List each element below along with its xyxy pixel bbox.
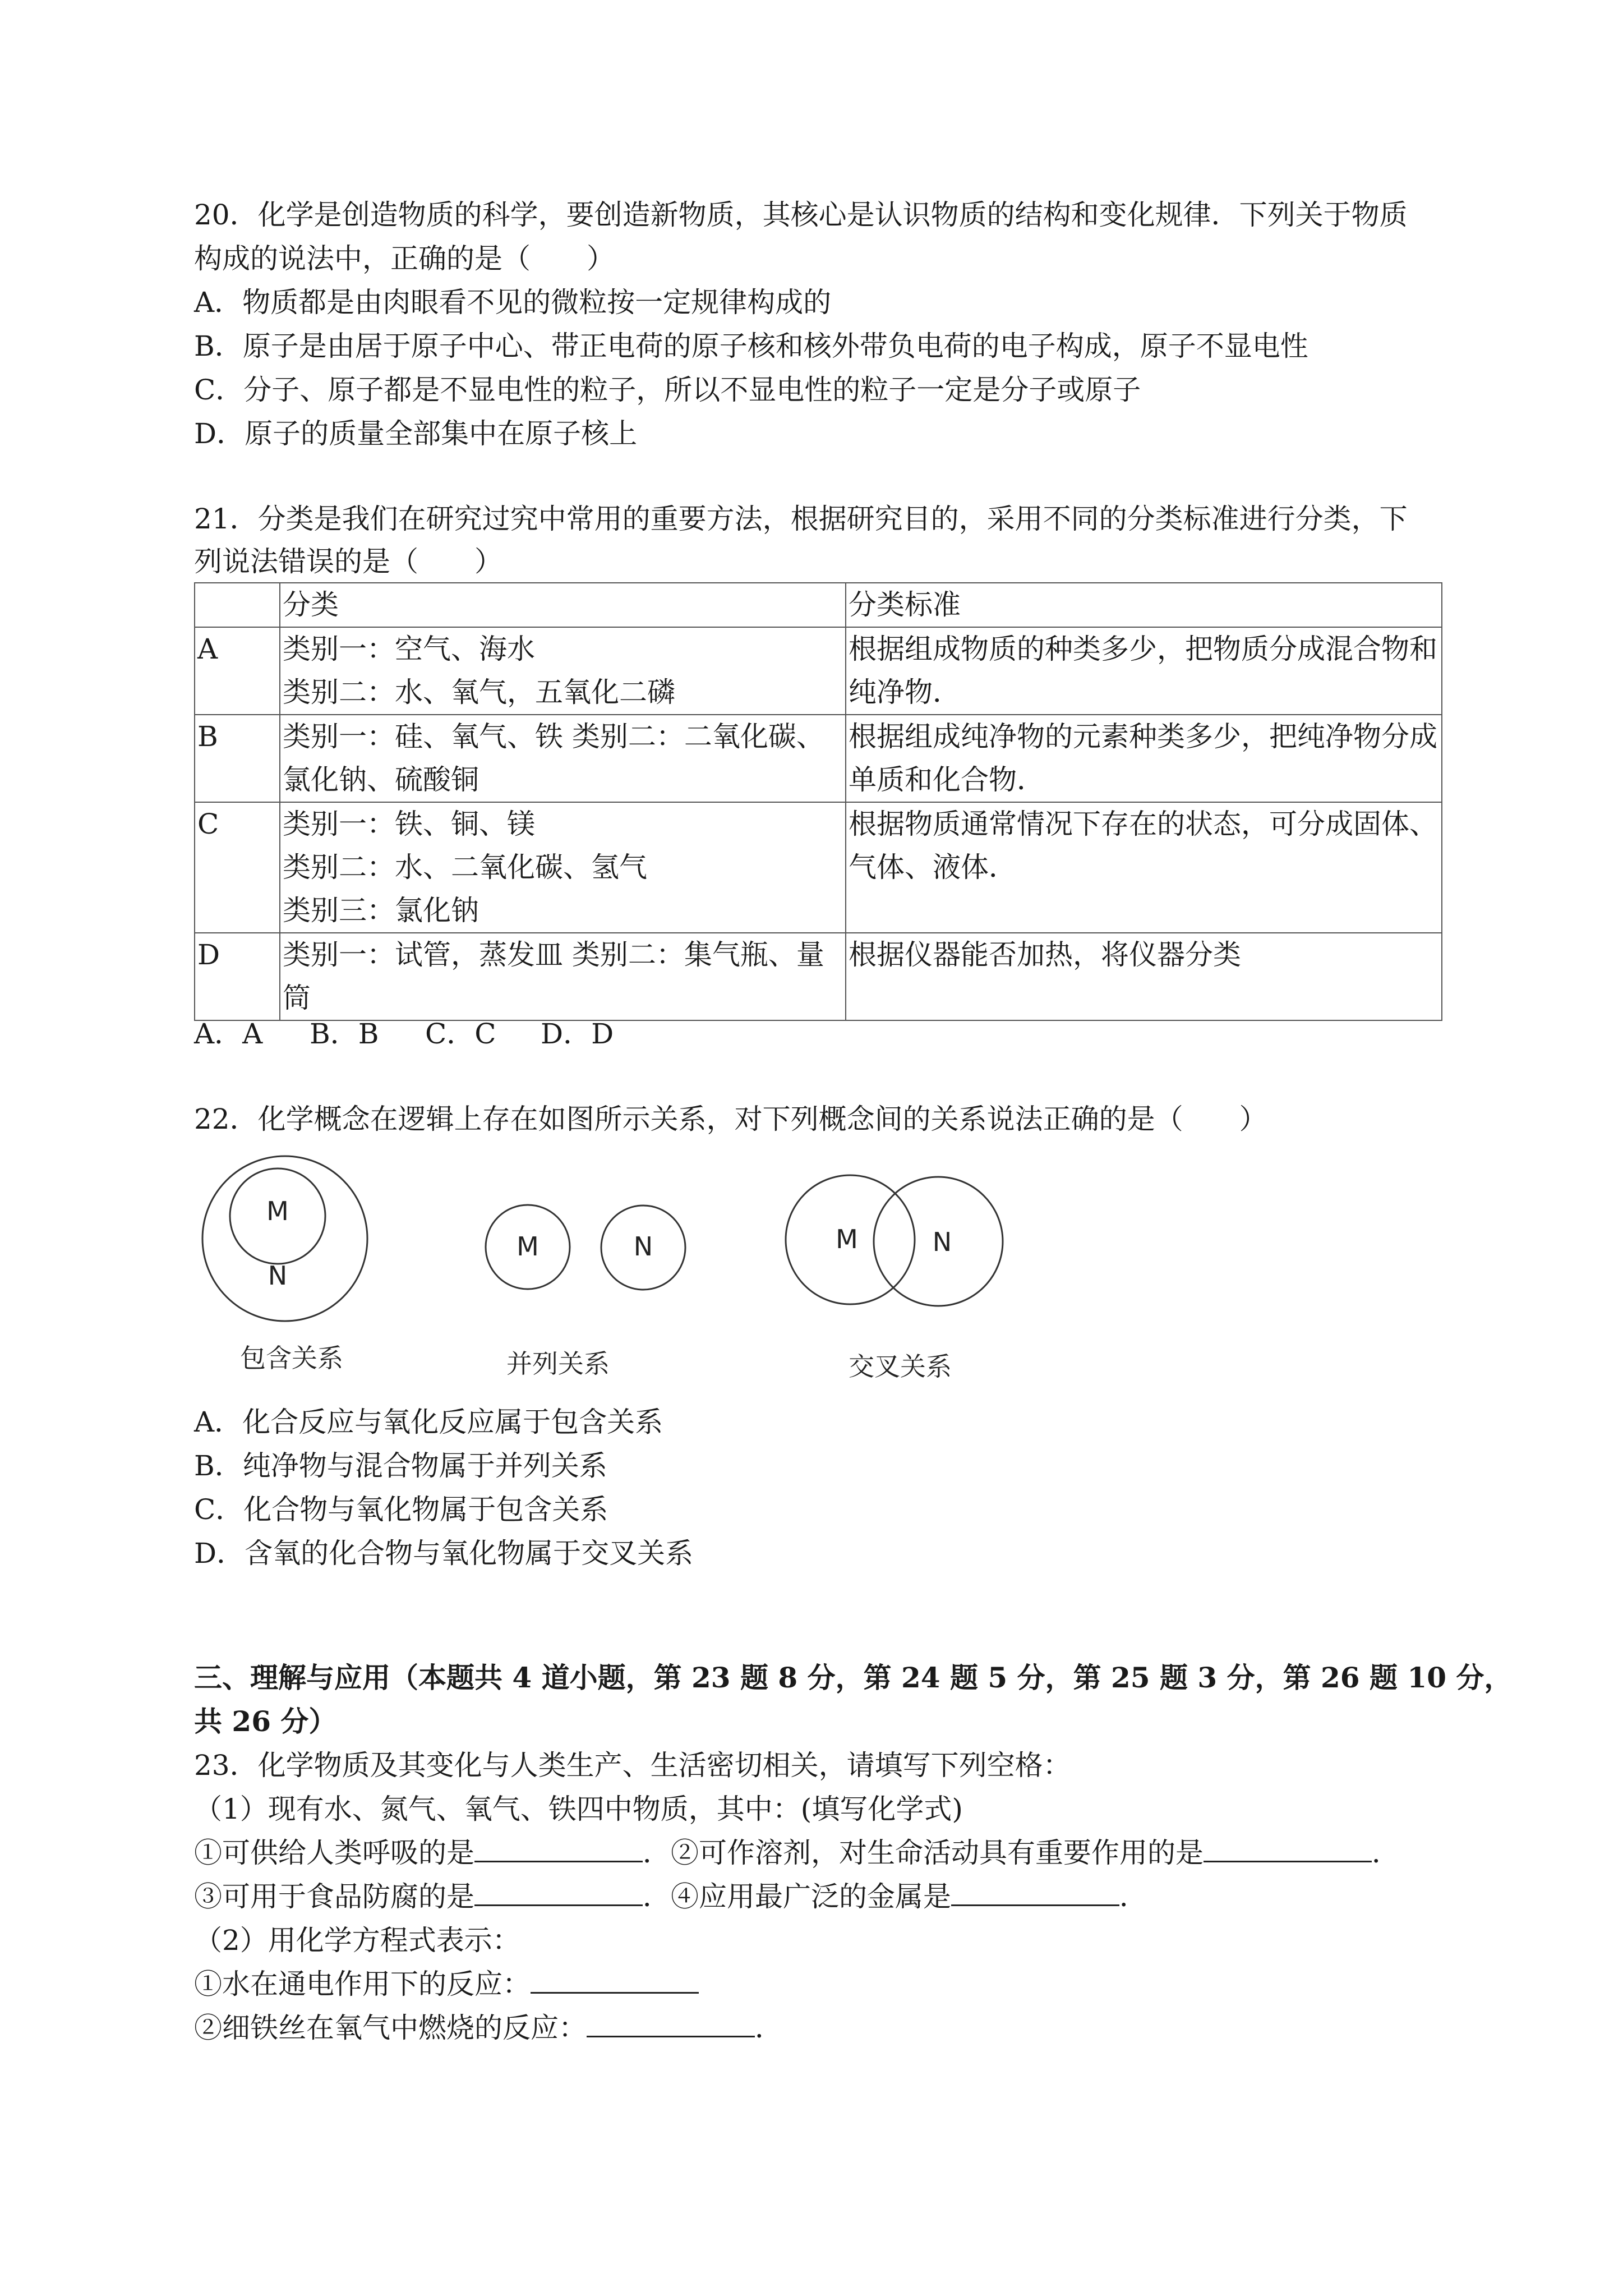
answer-blank-solvent[interactable] xyxy=(1204,1832,1372,1862)
q22-stem: 22．化学概念在逻辑上存在如图所示关系，对下列概念间的关系说法正确的是（ ） xyxy=(194,1103,1267,1135)
q22-option-d: D．含氧的化合物与氧化物属于交叉关系 xyxy=(194,1537,694,1570)
table-header-cell: 分类标准 xyxy=(846,583,1442,627)
q22-option-a: A．化合反应与氧化反应属于包含关系 xyxy=(194,1406,663,1438)
intersection-caption: 交叉关系 xyxy=(849,1351,952,1382)
table-row-standard xyxy=(846,627,1442,715)
class-line: 氯化钠、硫酸铜 xyxy=(283,763,479,796)
q23-item4-text: ．④应用最广泛的金属是 xyxy=(643,1880,951,1913)
containment-outer-circle xyxy=(202,1156,367,1321)
q21-answer-d: D．D xyxy=(541,1018,614,1050)
table-row xyxy=(195,933,1442,1020)
class-line: 类别一：空气、海水 xyxy=(283,633,535,665)
table-row-key: C xyxy=(195,802,280,933)
q23-eq2-line xyxy=(194,2006,783,2050)
class-line: 类别一：铁、铜、镁 xyxy=(283,808,535,840)
section3-title-line1: 三、理解与应用（本题共 4 道小题，第 23 题 8 分，第 24 题 5 分，第 25 题 3 分，第 26 题 10 分， xyxy=(194,1661,1513,1694)
table-row-key: D xyxy=(195,933,280,1020)
class-line: 类别一：硅、氧气、铁 类别二：二氧化碳、 xyxy=(283,720,824,753)
q23-line2-period: ． xyxy=(1119,1880,1147,1913)
class-line: 筒 xyxy=(283,982,311,1014)
q21-answer-c: C．C xyxy=(425,1018,496,1050)
section3-title-line2: 共 26 分） xyxy=(194,1705,337,1738)
table-row-standard xyxy=(846,933,1442,1020)
q23-part2: （2）用化学方程式表示： xyxy=(194,1924,520,1957)
classification-table xyxy=(194,582,1442,1021)
class-line: 类别二：水、氧气，五氧化二磷 xyxy=(283,676,675,708)
q23-line1-period: ． xyxy=(1372,1837,1400,1869)
standard-line: 气体、液体． xyxy=(849,851,1017,884)
q23-item1-text: ①可供给人类呼吸的是 xyxy=(194,1837,474,1869)
concept-relation-diagram xyxy=(191,1150,1043,1402)
containment-m-label: M xyxy=(266,1196,289,1226)
q23-part1: （1）现有水、氮气、氧气、铁四中物质，其中：(填写化学式) xyxy=(194,1793,963,1825)
q22-option-b: B．纯净物与混合物属于并列关系 xyxy=(194,1450,607,1482)
q23-eq1-line xyxy=(194,1962,699,2006)
standard-line: 根据组成纯净物的元素种类多少，把纯净物分成 xyxy=(849,720,1437,753)
q20-stem-line1: 20．化学是创造物质的科学，要创造新物质，其核心是认识物质的结构和变化规律．下列关于物质 xyxy=(194,199,1408,231)
table-header-cell xyxy=(195,583,280,627)
parallel-m-label: M xyxy=(517,1231,539,1262)
class-line: 类别一：试管，蒸发皿 类别二：集气瓶、量 xyxy=(283,938,824,971)
table-row-standard xyxy=(846,802,1442,933)
q23-eq2-end: ． xyxy=(755,2012,783,2044)
class-line: 类别二：水、二氧化碳、氢气 xyxy=(283,851,647,884)
q20-option-d: D．原子的质量全部集中在原子核上 xyxy=(194,417,638,450)
standard-line: 根据物质通常情况下存在的状态，可分成固体、 xyxy=(849,808,1437,840)
standard-line: 根据仪器能否加热，将仪器分类 xyxy=(849,938,1241,971)
q20-option-a: A．物质都是由肉眼看不见的微粒按一定规律构成的 xyxy=(194,286,832,319)
q20-option-b: B．原子是由居于原子中心、带正电荷的原子核和核外带负电荷的电子构成，原子不显电性 xyxy=(194,330,1308,362)
standard-line: 根据组成物质的种类多少，把物质分成混合物和 xyxy=(849,633,1437,665)
q23-item3-text: ③可用于食品防腐的是 xyxy=(194,1880,474,1913)
q23-eq2-text: ②细铁丝在氧气中燃烧的反应： xyxy=(194,2012,587,2044)
table-row-key: B xyxy=(195,715,280,802)
q21-stem-line2: 列说法错误的是（ ） xyxy=(194,545,502,578)
q20-stem-line2: 构成的说法中，正确的是（ ） xyxy=(194,242,615,275)
q21-stem-line1: 21．分类是我们在研究过究中常用的重要方法，根据研究目的，采用不同的分类标准进行分类，下 xyxy=(194,503,1408,535)
answer-blank-breathing[interactable] xyxy=(474,1832,643,1862)
table-row-class xyxy=(280,715,846,802)
q23-line1 xyxy=(194,1831,1400,1875)
parallel-caption: 并列关系 xyxy=(506,1349,610,1379)
table-row-class xyxy=(280,802,846,933)
containment-caption: 包含关系 xyxy=(240,1343,343,1373)
answer-blank-iron-combustion[interactable] xyxy=(587,2007,755,2037)
table-row-key: A xyxy=(195,627,280,715)
answer-blank-electrolysis[interactable] xyxy=(531,1963,699,1994)
class-line: 类别三：氯化钠 xyxy=(283,894,479,927)
q23-item2-text: ．②可作溶剂，对生命活动具有重要作用的是 xyxy=(643,1837,1204,1869)
standard-line: 纯净物． xyxy=(849,676,961,708)
containment-n-label: N xyxy=(268,1260,288,1291)
parallel-n-label: N xyxy=(633,1231,653,1262)
table-row-class xyxy=(280,627,846,715)
q23-stem: 23．化学物质及其变化与人类生产、生活密切相关，请填写下列空格： xyxy=(194,1749,1071,1782)
table-row-standard xyxy=(846,715,1442,802)
table-row xyxy=(195,715,1442,802)
standard-line: 单质和化合物． xyxy=(849,763,1045,796)
q22-option-c: C．化合物与氧化物属于包含关系 xyxy=(194,1493,608,1526)
table-header-cell: 分类 xyxy=(280,583,846,627)
intersection-m-label: M xyxy=(836,1224,858,1254)
q23-line2 xyxy=(194,1875,1147,1918)
answer-blank-preservative[interactable] xyxy=(474,1875,643,1906)
intersection-n-label: N xyxy=(932,1227,952,1257)
answer-blank-metal[interactable] xyxy=(951,1875,1119,1906)
table-row xyxy=(195,627,1442,715)
q20-option-c: C．分子、原子都是不显电性的粒子，所以不显电性的粒子一定是分子或原子 xyxy=(194,374,1141,406)
q23-eq1-text: ①水在通电作用下的反应： xyxy=(194,1968,531,2000)
q21-answer-a: A．A xyxy=(194,1018,263,1050)
table-header-row xyxy=(195,583,1442,627)
table-row xyxy=(195,802,1442,933)
q21-answer-b: B．B xyxy=(310,1018,379,1050)
table-row-class xyxy=(280,933,846,1020)
